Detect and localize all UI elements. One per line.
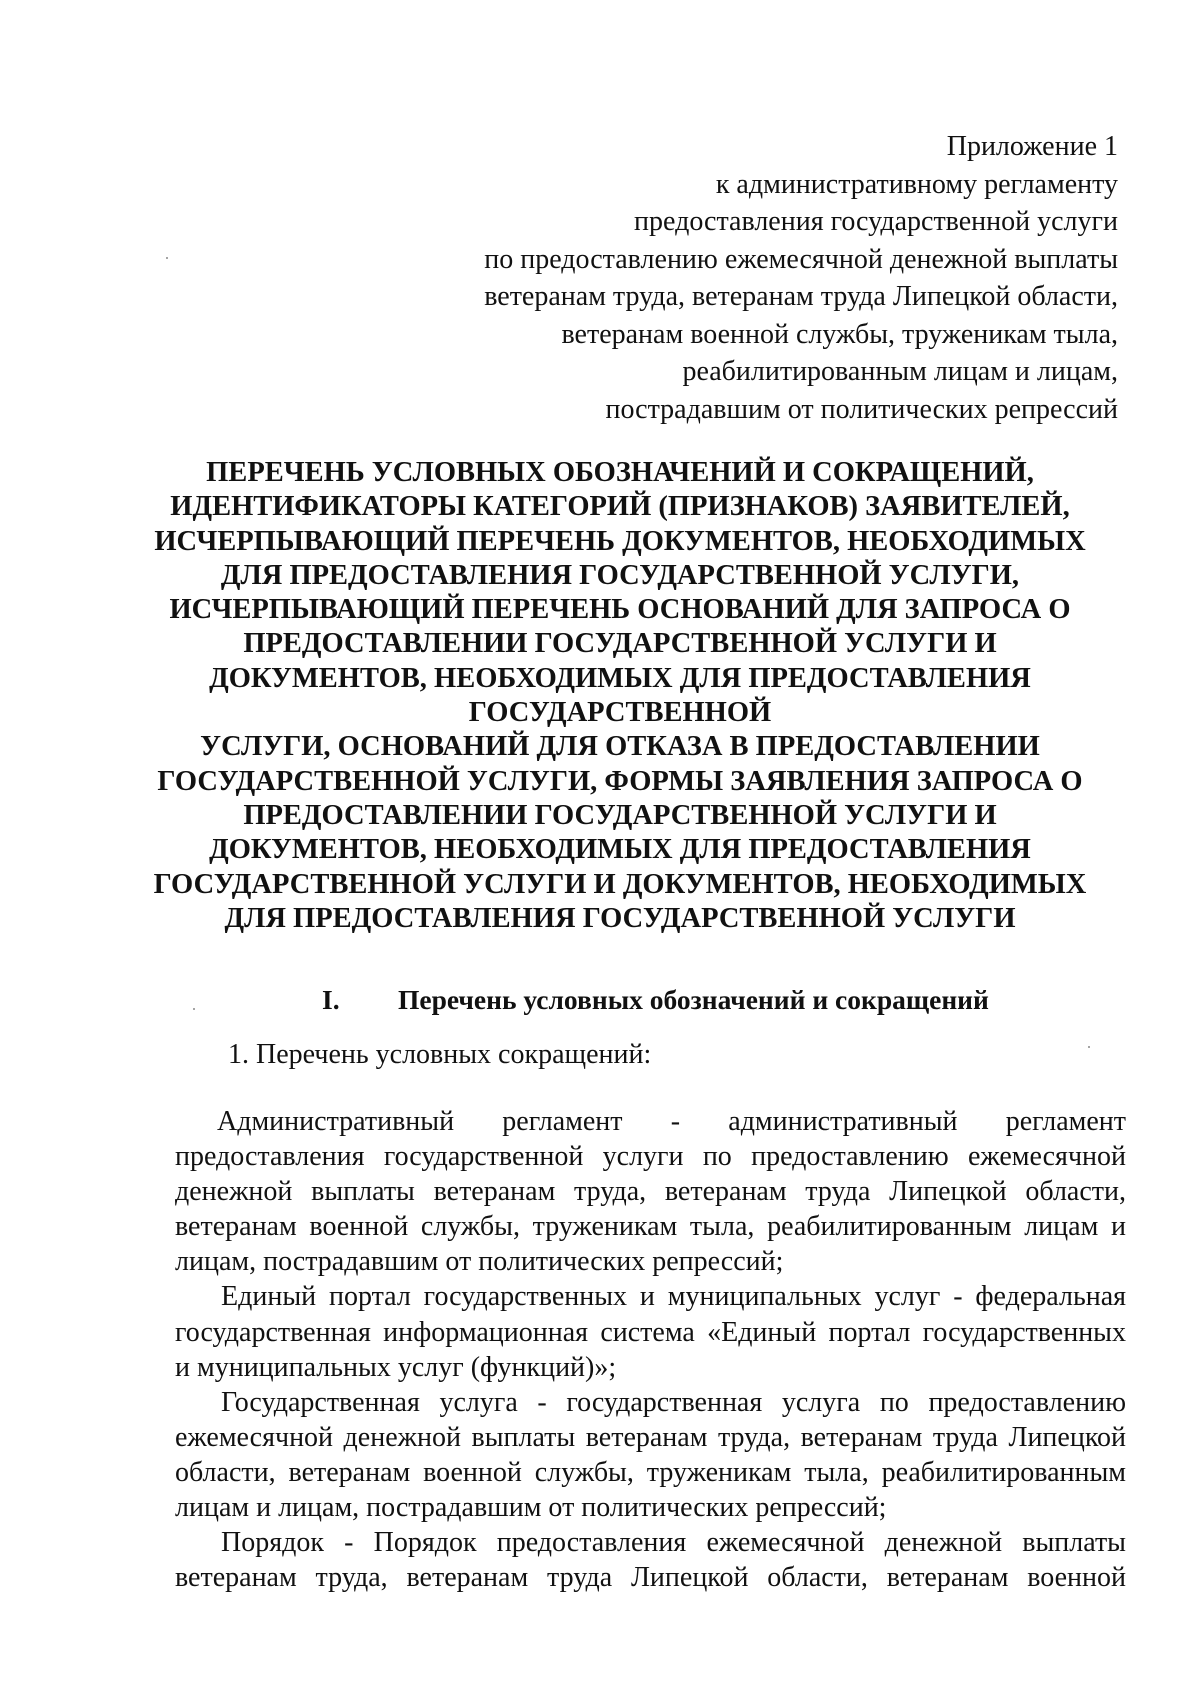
section-number: I. — [322, 984, 340, 1015]
title-line: ГОСУДАРСТВЕННОЙ УСЛУГИ, ФОРМЫ ЗАЯВЛЕНИЯ ЗАПРОСА О — [157, 765, 1083, 797]
section-heading-text: Перечень условных обозначений и сокращений — [398, 984, 989, 1015]
appendix-line: по предоставлению ежемесячной денежной выплаты — [484, 243, 1118, 275]
title-line: ГОСУДАРСТВЕННОЙ — [468, 697, 772, 729]
title-line: ПЕРЕЧЕНЬ УСЛОВНЫХ ОБОЗНАЧЕНИЙ И СОКРАЩЕНИЙ, — [206, 457, 1034, 488]
body-line: Административный регламент - административный регламент — [217, 1106, 1126, 1137]
body-line: Государственная услуга - государственная услуга по предоставлению — [221, 1386, 1126, 1418]
title-line: ДЛЯ ПРЕДОСТАВЛЕНИЯ ГОСУДАРСТВЕННОЙ УСЛУГИ, — [220, 559, 1020, 591]
title-line: ПРЕДОСТАВЛЕНИИ ГОСУДАРСТВЕННОЙ УСЛУГИ И — [243, 799, 997, 831]
appendix-line: ветеранам военной службы, труженикам тыла, — [561, 318, 1118, 350]
body-line: Порядок - Порядок предоставления ежемесячной денежной выплаты — [221, 1527, 1126, 1559]
title-line: ДЛЯ ПРЕДОСТАВЛЕНИЯ ГОСУДАРСТВЕННОЙ УСЛУГИ — [224, 902, 1016, 934]
scan-speck — [193, 1008, 195, 1010]
body-line: Единый портал государственных и муниципальных услуг - федеральная — [221, 1281, 1126, 1313]
body-line: области, ветеранам военной службы, труженикам тыла, реабилитированным — [175, 1456, 1126, 1488]
definitions-body — [175, 1104, 1126, 1595]
body-line: предоставления государственной услуги по предоставлению ежемесячной — [175, 1141, 1126, 1173]
document-title — [140, 456, 1100, 936]
body-line: лицам, пострадавшим от политических репрессий; — [175, 1246, 784, 1278]
body-line: денежной выплаты ветеранам труда, ветеранам труда Липецкой области, — [175, 1176, 1126, 1208]
body-line: ежемесячной денежной выплаты ветеранам труда, ветеранам труда Липецкой — [175, 1421, 1126, 1453]
list-intro: 1. Перечень условных сокращений: — [228, 1039, 652, 1070]
scan-speck — [166, 257, 168, 259]
body-line: и муниципальных услуг (функций)»; — [175, 1351, 617, 1383]
title-line: ДОКУМЕНТОВ, НЕОБХОДИМЫХ ДЛЯ ПРЕДОСТАВЛЕНИЯ — [209, 834, 1031, 866]
body-line: государственная информационная система «Единый портал государственных — [175, 1316, 1126, 1348]
title-line: УСЛУГИ, ОСНОВАНИЙ ДЛЯ ОТКАЗА В ПРЕДОСТАВЛЕНИИ — [200, 731, 1040, 763]
body-line: лицам и лицам, пострадавшим от политических репрессий; — [175, 1492, 887, 1524]
title-line: ИСЧЕРПЫВАЮЩИЙ ПЕРЕЧЕНЬ ОСНОВАНИЙ ДЛЯ ЗАПРОСА О — [169, 594, 1071, 626]
title-line: ДОКУМЕНТОВ, НЕОБХОДИМЫХ ДЛЯ ПРЕДОСТАВЛЕНИЯ — [209, 662, 1031, 694]
title-line: ИДЕНТИФИКАТОРЫ КАТЕГОРИЙ (ПРИЗНАКОВ) ЗАЯВИТЕЛЕЙ, — [170, 491, 1070, 523]
body-line: ветеранам военной службы, труженикам тыла, реабилитированным лицам и — [175, 1211, 1126, 1243]
title-line: ПРЕДОСТАВЛЕНИИ ГОСУДАРСТВЕННОЙ УСЛУГИ И — [243, 628, 997, 660]
appendix-line: Приложение 1 — [946, 131, 1118, 162]
appendix-header — [358, 128, 1118, 428]
appendix-line: реабилитированным лицам и лицам, — [682, 356, 1118, 387]
section-heading — [322, 983, 1042, 1017]
title-line: ИСЧЕРПЫВАЮЩИЙ ПЕРЕЧЕНЬ ДОКУМЕНТОВ, НЕОБХОДИМЫХ — [154, 525, 1086, 557]
title-line: ГОСУДАРСТВЕННОЙ УСЛУГИ И ДОКУМЕНТОВ, НЕОБХОДИМЫХ — [153, 868, 1087, 900]
appendix-line: предоставления государственной услуги — [634, 206, 1118, 237]
appendix-line: к административному регламенту — [715, 168, 1118, 200]
scan-speck — [1088, 1046, 1090, 1048]
appendix-line: пострадавшим от политических репрессий — [605, 393, 1118, 425]
body-line: ветеранам труда, ветеранам труда Липецкой области, ветеранам военной — [175, 1562, 1126, 1594]
appendix-line: ветеранам труда, ветеранам труда Липецкой области, — [484, 281, 1118, 312]
